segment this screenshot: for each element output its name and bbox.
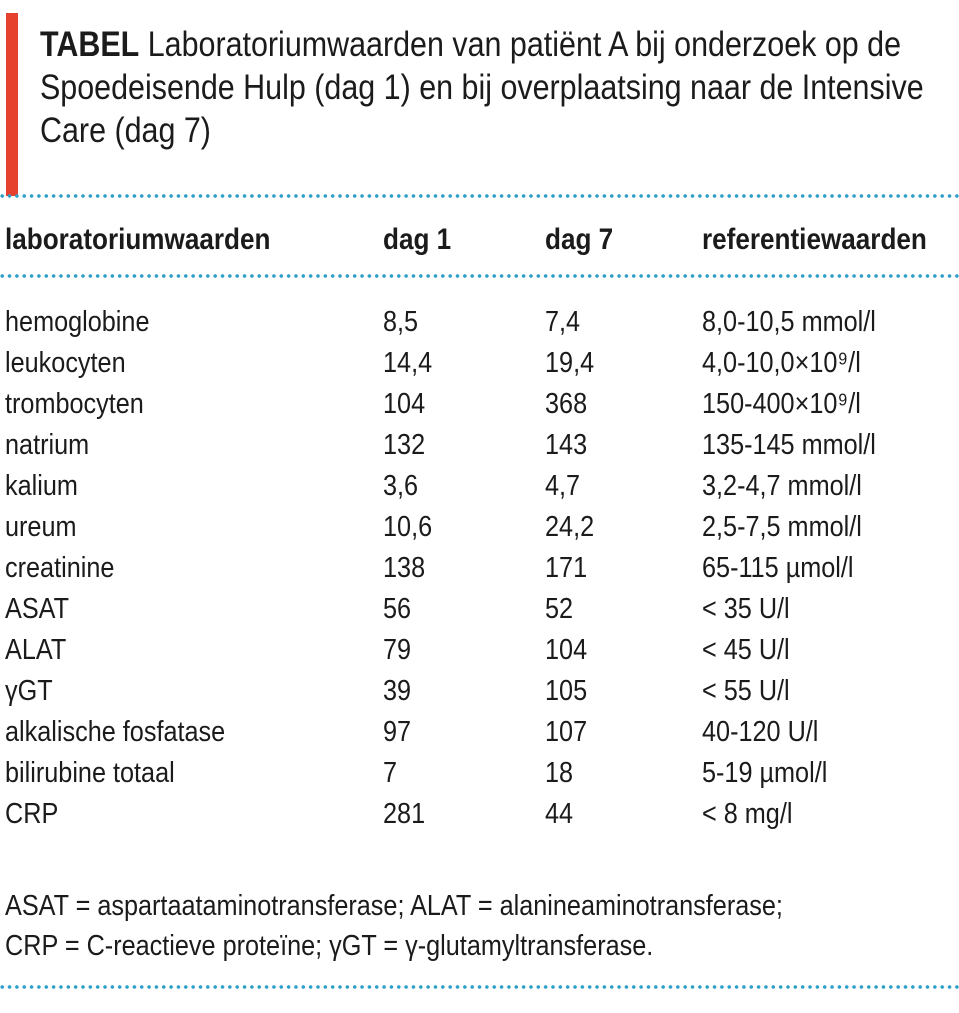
reference-value: < 35 U/l: [702, 593, 790, 625]
dag7-value: 52: [545, 593, 574, 625]
row-label: alkalische fosfatase: [5, 716, 226, 748]
table-row: [5, 425, 959, 466]
title-label: TABEL: [40, 25, 140, 64]
table-title: [40, 23, 949, 152]
reference-value: < 8 mg/l: [702, 798, 793, 830]
dag1-value: 39: [383, 675, 412, 707]
dag7-value: 19,4: [545, 347, 595, 379]
row-label: γGT: [5, 675, 53, 707]
dag1-value: 8,5: [383, 306, 419, 338]
dag7-value: 7,4: [545, 306, 581, 338]
dag1-value: 56: [383, 593, 412, 625]
reference-value: < 55 U/l: [702, 675, 790, 707]
reference-value: 3,2-4,7 mmol/l: [702, 470, 862, 502]
reference-value: 8,0-10,5 mmol/l: [702, 306, 876, 338]
table-row: [5, 466, 959, 507]
dag1-value: 7: [383, 757, 398, 789]
table-row: [5, 630, 959, 671]
table-row: [5, 753, 959, 794]
dag7-value: 4,7: [545, 470, 581, 502]
row-label: leukocyten: [5, 347, 126, 379]
table-row: [5, 589, 959, 630]
dag7-value: 143: [545, 429, 588, 461]
table-row: [5, 507, 959, 548]
dag7-value: 107: [545, 716, 588, 748]
reference-value: 135-145 mmol/l: [702, 429, 876, 461]
table-row: [5, 794, 959, 835]
row-label: ALAT: [5, 634, 67, 666]
dag1-value: 97: [383, 716, 412, 748]
row-label: natrium: [5, 429, 90, 461]
dag7-value: 171: [545, 552, 588, 584]
reference-value: 4,0-10,0×10⁹/l: [702, 347, 861, 379]
dotted-divider-header: [0, 273, 959, 279]
footnote: [5, 886, 949, 966]
title-text-1: Laboratoriumwaarden van patiënt A bij onderzoek op de: [147, 25, 902, 64]
dag1-value: 132: [383, 429, 426, 461]
table-header-row: [0, 219, 959, 261]
reference-value: < 45 U/l: [702, 634, 790, 666]
column-header-dag1: dag 1: [383, 223, 452, 256]
column-header-dag7: dag 7: [545, 223, 614, 256]
dag7-value: 104: [545, 634, 588, 666]
dag7-value: 44: [545, 798, 574, 830]
dotted-divider-top: [0, 193, 959, 199]
dag1-value: 104: [383, 388, 426, 420]
dag7-value: 105: [545, 675, 588, 707]
table-row: [5, 671, 959, 712]
row-label: trombocyten: [5, 388, 144, 420]
reference-value: 40-120 U/l: [702, 716, 819, 748]
red-accent-bar: [6, 13, 18, 196]
dag7-value: 24,2: [545, 511, 595, 543]
reference-value: 2,5-7,5 mmol/l: [702, 511, 862, 543]
dag7-value: 368: [545, 388, 588, 420]
title-line-2: [40, 66, 949, 109]
footnote-line-1: ASAT = aspartaataminotransferase; ALAT = alanineaminotransferase;: [5, 890, 783, 922]
dag1-value: 79: [383, 634, 412, 666]
reference-value: 5-19 µmol/l: [702, 757, 828, 789]
table-row: [5, 548, 959, 589]
table-row: [5, 343, 959, 384]
row-label: kalium: [5, 470, 78, 502]
column-header-laboratoriumwaarden: laboratoriumwaarden: [5, 223, 271, 256]
dotted-divider-bottom: [0, 984, 959, 990]
row-label: creatinine: [5, 552, 115, 584]
dag1-value: 14,4: [383, 347, 433, 379]
table-row: [5, 384, 959, 425]
table-row: [5, 302, 959, 343]
dag1-value: 3,6: [383, 470, 419, 502]
reference-value: 150-400×10⁹/l: [702, 388, 861, 420]
column-header-referentiewaarden: referentiewaarden: [702, 223, 927, 256]
dag1-value: 138: [383, 552, 426, 584]
row-label: ureum: [5, 511, 77, 543]
title-text-3: Care (dag 7): [40, 111, 211, 150]
table-row: [5, 712, 959, 753]
title-line-3: [40, 109, 949, 152]
title-text-2: Spoedeisende Hulp (dag 1) en bij overplaatsing naar de Intensive: [40, 68, 924, 107]
reference-value: 65-115 µmol/l: [702, 552, 854, 584]
dag1-value: 281: [383, 798, 426, 830]
dag1-value: 10,6: [383, 511, 433, 543]
table-body: [0, 302, 959, 835]
row-label: hemoglobine: [5, 306, 150, 338]
dag7-value: 18: [545, 757, 574, 789]
title-line-1: [40, 23, 949, 66]
row-label: ASAT: [5, 593, 70, 625]
row-label: bilirubine totaal: [5, 757, 175, 789]
row-label: CRP: [5, 798, 59, 830]
footnote-line-2: CRP = C-reactieve proteïne; γGT = γ-glutamyltransferase.: [5, 930, 654, 962]
